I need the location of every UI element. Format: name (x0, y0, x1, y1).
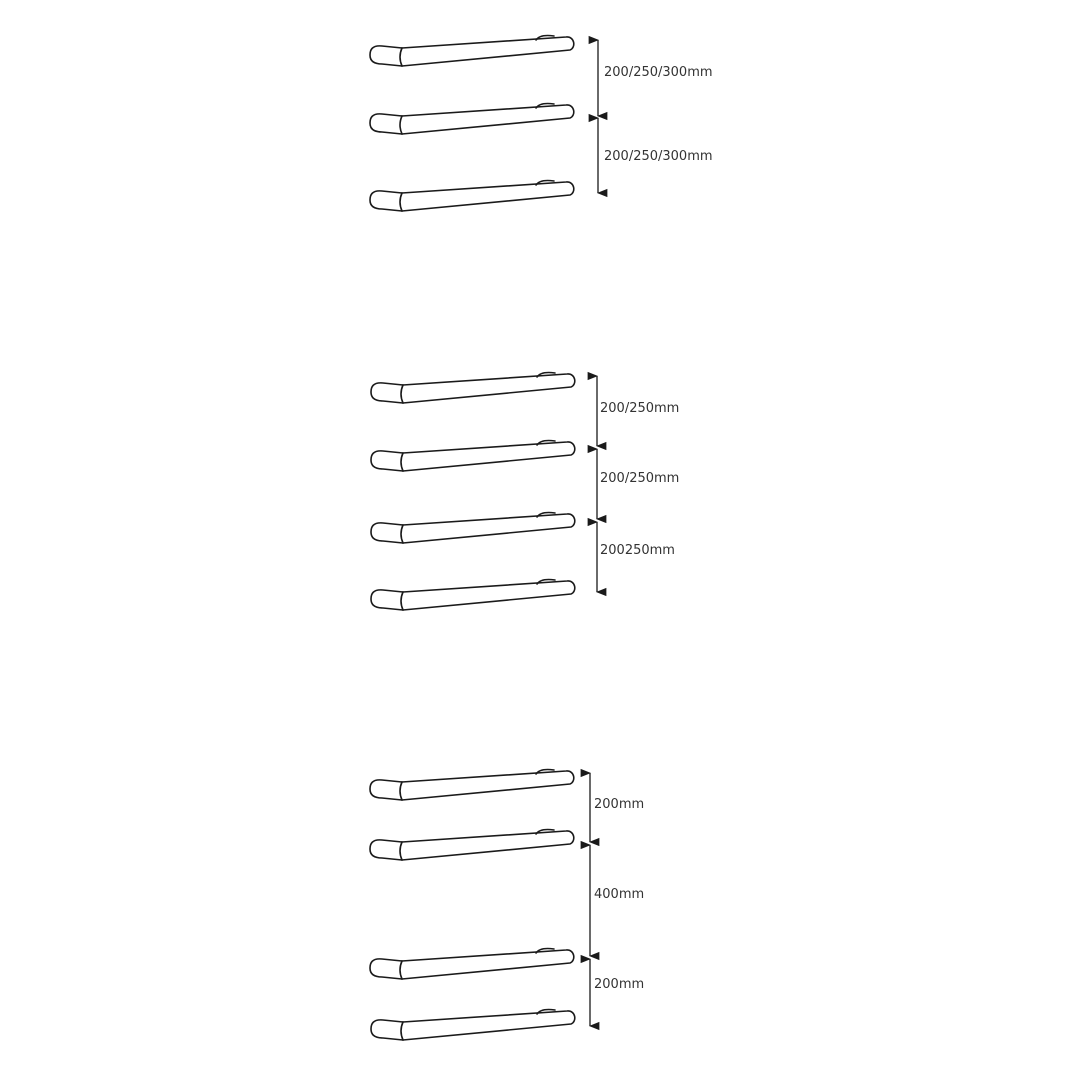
spacing-label: 200/250mm (600, 471, 680, 486)
rail (370, 830, 574, 861)
config-four-rail-split (370, 770, 590, 1041)
spacing-label: 200mm (594, 977, 645, 992)
rail (371, 513, 575, 544)
rail (370, 770, 574, 801)
rail (371, 441, 575, 472)
spacing-label: 200/250mm (600, 401, 680, 416)
rail (370, 949, 574, 980)
rail (371, 580, 575, 611)
config-four-rail-even (371, 373, 597, 611)
spacing-label: 200/250/300mm (604, 65, 713, 80)
rail (371, 373, 575, 404)
spacing-label: 400mm (594, 887, 645, 902)
rail (371, 1010, 575, 1041)
spacing-label: 200/250/300mm (604, 149, 713, 164)
spacing-label: 200250mm (600, 543, 675, 558)
rail (370, 36, 574, 67)
rail (370, 104, 574, 135)
config-three-rail (370, 36, 598, 212)
spacing-label: 200mm (594, 797, 645, 812)
rail (370, 181, 574, 212)
